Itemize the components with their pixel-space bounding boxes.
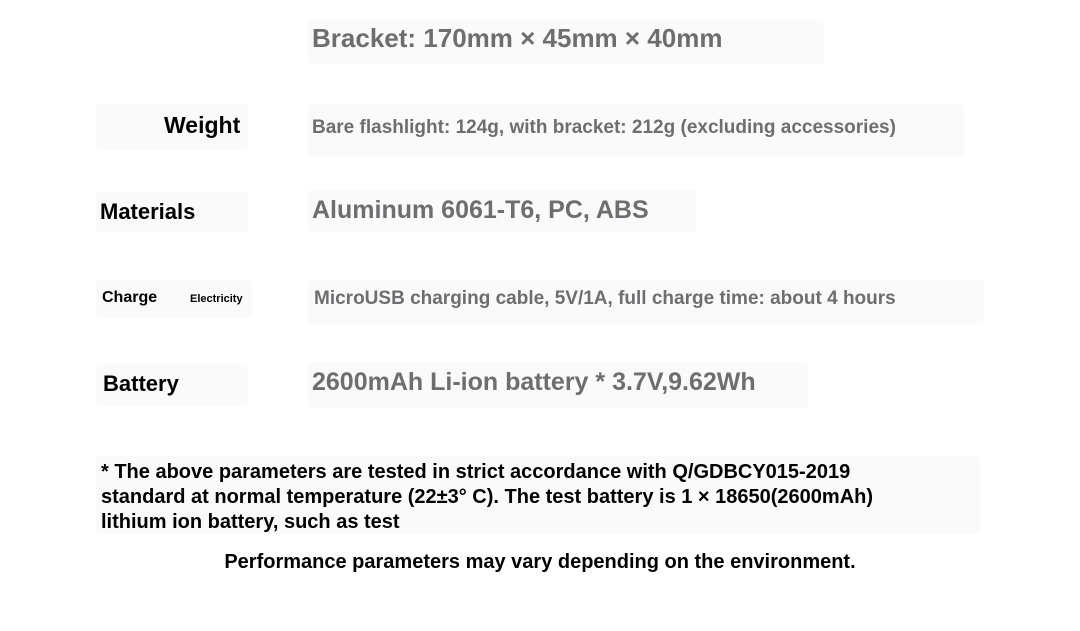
charge-label: Charge: [102, 289, 158, 306]
performance-note: Performance parameters may vary depending on the environment.: [224, 551, 856, 573]
bracket-dimensions: Bracket: 170mm × 45mm × 40mm: [312, 23, 723, 53]
charge-value: MicroUSB charging cable, 5V/1A, full charge time: about 4 hours: [314, 288, 896, 309]
note-line-3: lithium ion battery, such as test: [101, 511, 400, 533]
note-line-1: * The above parameters are tested in strict accordance with Q/GDBCY015-2019: [101, 461, 851, 483]
weight-value: Bare flashlight: 124g, with bracket: 212g (excluding accessories): [312, 117, 896, 138]
battery-value: 2600mAh Li-ion battery * 3.7V,9.62Wh: [312, 368, 756, 396]
note-line-2: standard at normal temperature (22±3° C). The test battery is 1 × 18650(2600mAh): [101, 486, 874, 508]
charge-label-sub: Electricity: [190, 293, 243, 305]
battery-label: Battery: [103, 371, 179, 396]
test-standard-note: [101, 460, 1001, 535]
materials-value: Aluminum 6061-T6, PC, ABS: [312, 196, 649, 224]
weight-label: Weight: [164, 112, 241, 138]
materials-label: Materials: [100, 199, 196, 224]
